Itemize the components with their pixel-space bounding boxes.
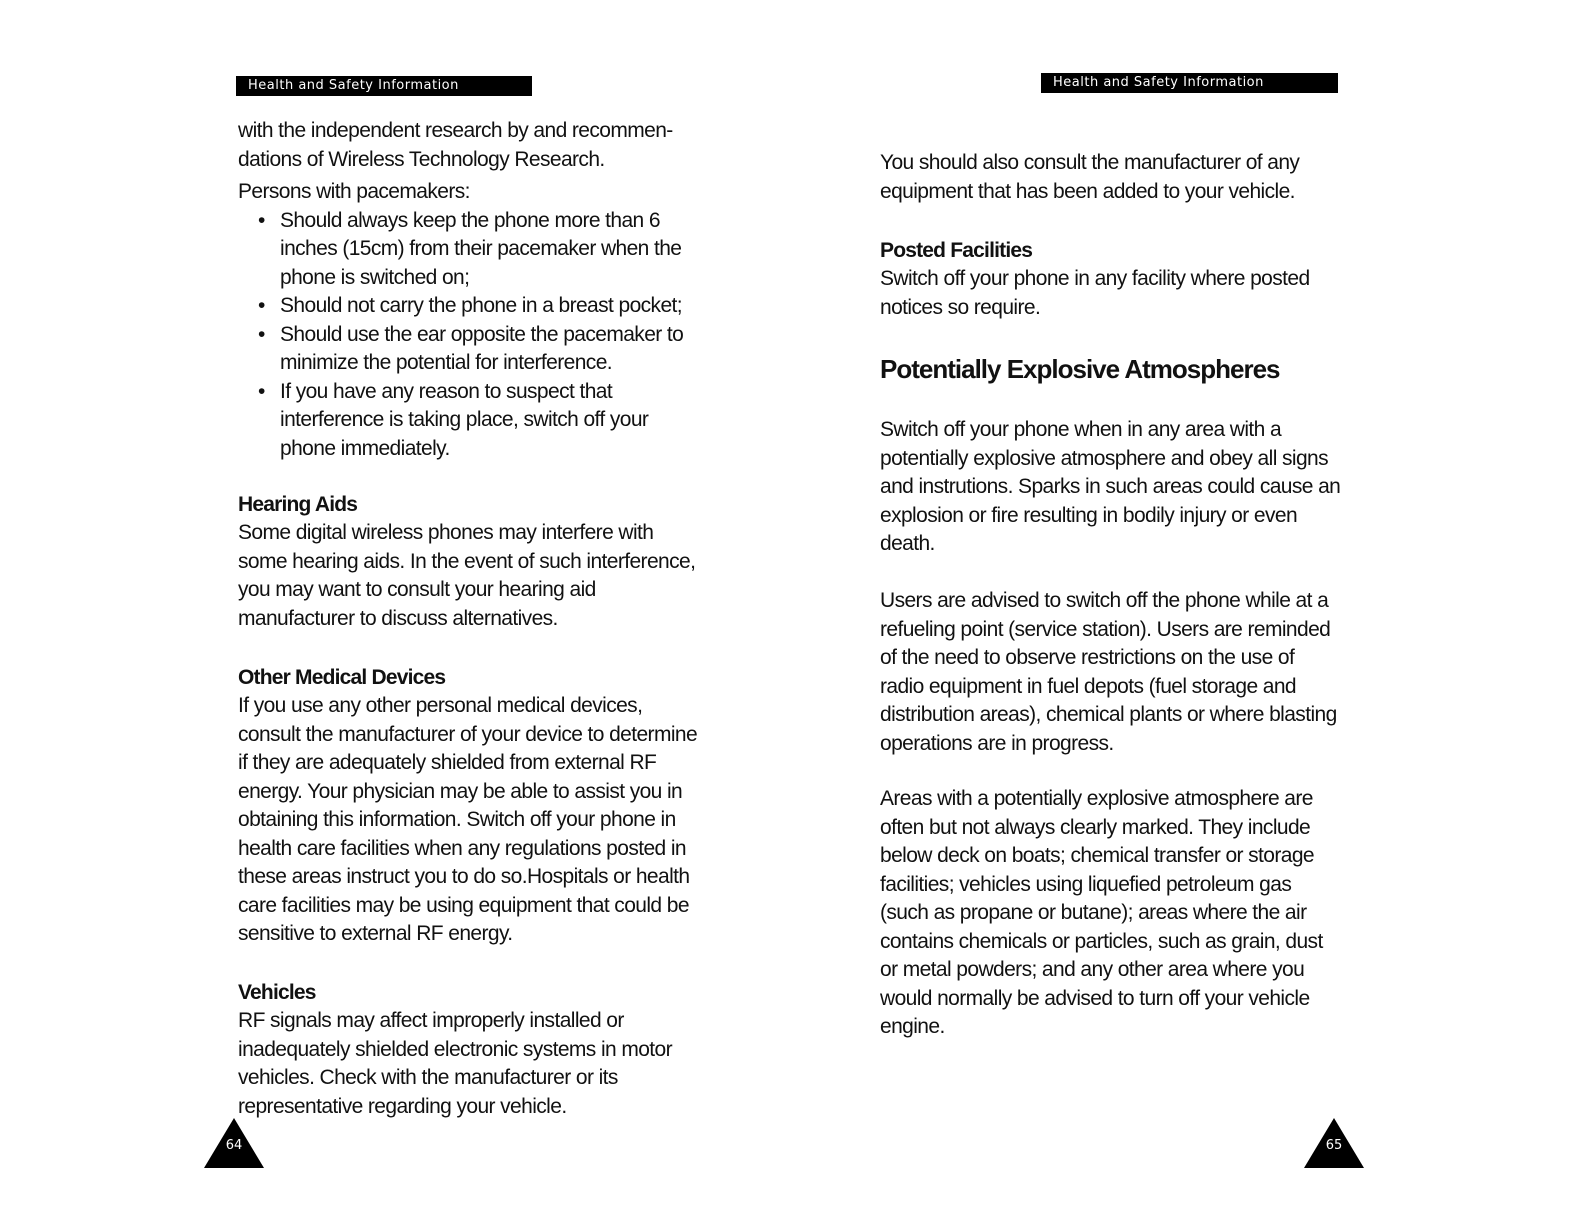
other-medical-heading: Other Medical Devices <box>238 666 446 689</box>
hearing-aids-section <box>238 491 718 633</box>
list-item <box>280 378 718 464</box>
text-line: and instrutions. Sparks in such areas could cause an <box>880 475 1341 498</box>
text-line: • Should use the ear opposite the pacemaker to <box>280 322 684 346</box>
pacemaker-bullet-list <box>238 207 718 464</box>
text-line: radio equipment in fuel depots (fuel storage and <box>880 674 1296 698</box>
text-line: refueling point (service station). Users are reminded <box>880 617 1331 641</box>
text-line: Switch off your phone when in any area with a <box>880 418 1282 441</box>
text-line: energy. Your physician may be able to assist you in <box>238 779 683 803</box>
pacemakers-title: Persons with pacemakers: <box>238 180 470 203</box>
text-line: phone is switched on; <box>280 265 470 289</box>
page-number-right: 65 <box>1325 1138 1343 1153</box>
explosive-paragraph-2 <box>880 587 1360 758</box>
text-line: • Should always keep the phone more than 6 <box>280 208 660 232</box>
pacemakers-section <box>238 178 718 463</box>
hearing-aids-heading: Hearing Aids <box>238 493 358 516</box>
text-line: death. <box>880 532 935 555</box>
text-line: vehicles. Check with the manufacturer or its <box>238 1066 618 1089</box>
text-line: some hearing aids. In the event of such interference, <box>238 549 696 573</box>
text-line: notices so require. <box>880 295 1041 319</box>
vehicles-section <box>238 979 718 1121</box>
explosive-atmospheres-heading: Potentially Explosive Atmospheres <box>880 354 1280 384</box>
text-line: or metal powders; and any other area where you <box>880 958 1305 981</box>
text-line: facilities; vehicles using liquefied petroleum gas <box>880 872 1292 896</box>
text-line: engine. <box>880 1015 945 1038</box>
text-line: if they are adequately shielded from external RF <box>238 751 657 774</box>
text-line: phone immediately. <box>280 436 450 460</box>
explosive-paragraph-3 <box>880 785 1360 1042</box>
right-page-header: Health and Safety Information <box>1041 73 1338 93</box>
text-line: equipment that has been added to your vehicle. <box>880 179 1295 203</box>
text-line: Users are advised to switch off the phone while at a <box>880 589 1329 612</box>
text-line: consult the manufacturer of your device to determine <box>238 722 698 746</box>
text-line: with the independent research by and recommen- <box>238 119 673 142</box>
text-line: representative regarding your vehicle. <box>238 1094 567 1118</box>
text-line: potentially explosive atmosphere and obey all signs <box>880 446 1329 470</box>
explosive-heading-block <box>880 353 1360 385</box>
text-line: minimize the potential for interference. <box>280 351 613 374</box>
text-line: care facilities may be using equipment that could be <box>238 893 689 917</box>
list-item <box>280 321 718 378</box>
text-line: Switch off your phone in any facility where posted <box>880 267 1310 290</box>
other-medical-section <box>238 664 718 949</box>
text-line: sensitive to external RF energy. <box>238 922 513 945</box>
explosive-paragraph-1 <box>880 416 1360 559</box>
text-line: inadequately shielded electronic systems in motor <box>238 1037 673 1061</box>
text-line: Areas with a potentially explosive atmosphere are <box>880 787 1313 810</box>
text-line: below deck on boats; chemical transfer or storage <box>880 844 1315 867</box>
text-line: RF signals may affect improperly installed or <box>238 1009 624 1032</box>
text-line: • Should not carry the phone in a breast pocket; <box>280 294 683 317</box>
text-line: health care facilities when any regulations posted in <box>238 836 686 860</box>
text-line: explosion or fire resulting in bodily injury or even <box>880 503 1298 527</box>
page-number-left: 64 <box>225 1138 243 1153</box>
text-line: dations of Wireless Technology Research. <box>238 147 605 171</box>
text-line: obtaining this information. Switch off your phone in <box>238 808 676 831</box>
text-line: contains chemicals or particles, such as grain, dust <box>880 929 1323 953</box>
text-line: these areas instruct you to do so.Hospitals or health <box>238 865 690 888</box>
left-page-header: Health and Safety Information <box>236 76 532 96</box>
list-item <box>280 207 718 293</box>
left-intro <box>238 117 718 174</box>
text-line: of the need to observe restrictions on the use of <box>880 646 1295 669</box>
text-line: If you use any other personal medical devices, <box>238 694 643 717</box>
text-line: (such as propane or butane); areas where the air <box>880 901 1307 924</box>
text-line: You should also consult the manufacturer of any <box>880 151 1300 174</box>
text-line: • If you have any reason to suspect that <box>280 379 613 403</box>
vehicles-heading: Vehicles <box>238 981 316 1004</box>
text-line: operations are in progress. <box>880 731 1114 755</box>
text-line: would normally be advised to turn off your vehicle <box>880 986 1310 1010</box>
text-line: Some digital wireless phones may interfere with <box>238 521 654 544</box>
posted-facilities-heading: Posted Facilities <box>880 239 1033 262</box>
text-line: inches (15cm) from their pacemaker when the <box>280 237 682 260</box>
text-line: distribution areas), chemical plants or where blasting <box>880 703 1337 726</box>
text-line: often but not always clearly marked. They include <box>880 815 1311 839</box>
right-intro <box>880 149 1360 206</box>
posted-facilities-section <box>880 237 1360 322</box>
text-line: you may want to consult your hearing aid <box>238 578 596 601</box>
text-line: manufacturer to discuss alternatives. <box>238 606 558 630</box>
text-line: interference is taking place, switch off your <box>280 408 649 431</box>
list-item <box>280 292 718 321</box>
